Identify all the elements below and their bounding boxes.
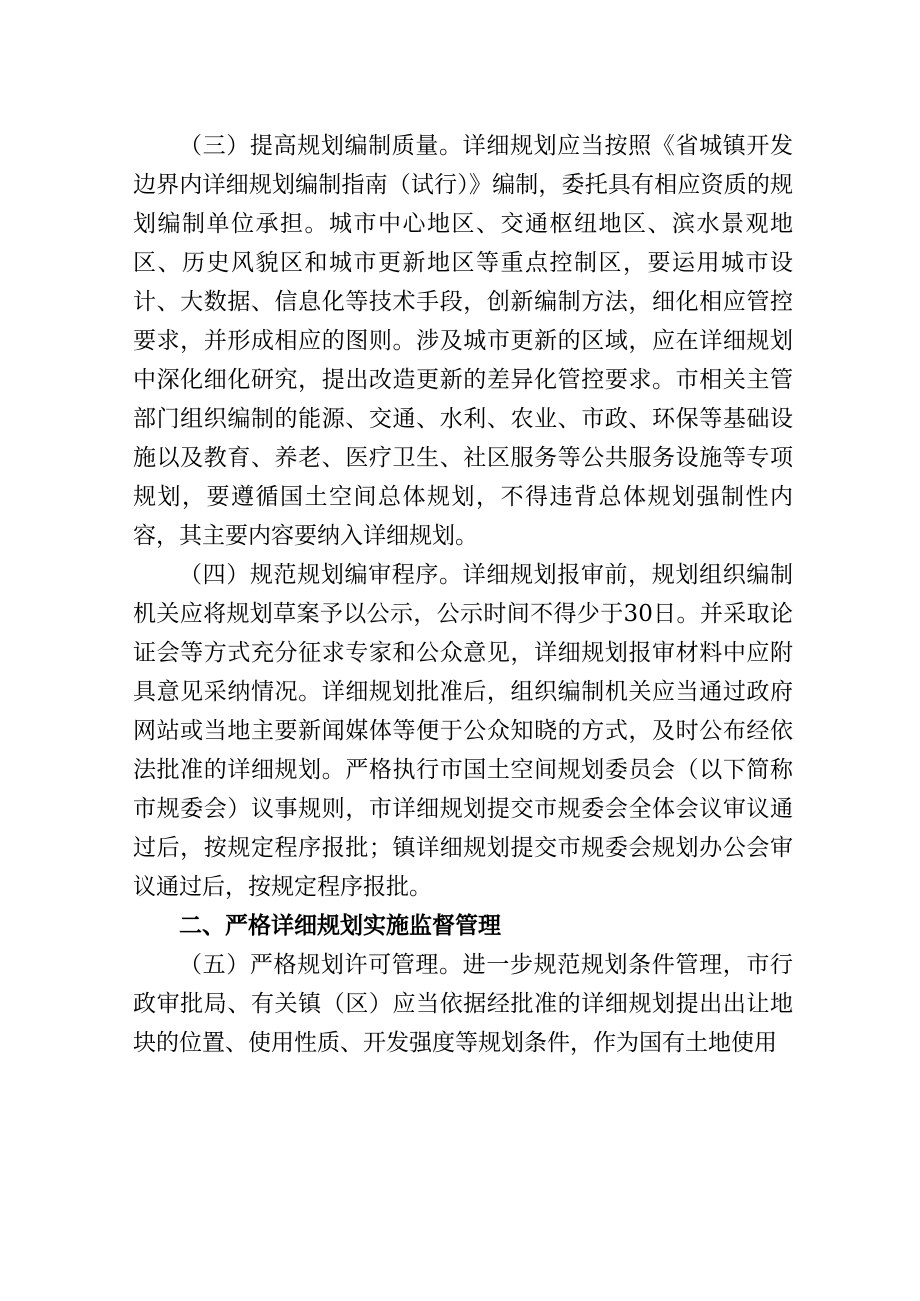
document-body bbox=[133, 127, 793, 1063]
paragraph-5-permit: （五）严格规划许可管理。进一步规范规划条件管理，市行政审批局、有关镇（区）应当依据经批准的详细规划提出出让地块的位置、使用性质、开发强度等规划条件，作为国有土地使用 bbox=[133, 952, 793, 1056]
paragraph-3-quality: （三）提高规划编制质量。详细规划应当按照《省城镇开发边界内详细规划编制指南（试行）》编制，委托具有相应资质的规划编制单位承担。城市中心地区、交通枢纽地区、滨水景观地区、历史风貌区和城市更新地区等重点控制区，要运用城市设计、大数据、信息化等技术手段，创新编制方法，细化相应管控要求，并形成相应的图则。涉及城市更新的区域，应在详细规划中深化细化研究，提出改造更新的差异化管控要求。市相关主管部门组织编制的能源、交通、水利、农业、市政、环保等基础设施以及教育、养老、医疗卫生、社区服务等公共服务设施等专项规划，要遵循国土空间总体规划，不得违背总体规划强制性内容，其主要内容要纳入详细规划。 bbox=[133, 133, 793, 549]
section-heading-2: 二、严格详细规划实施监督管理 bbox=[179, 913, 501, 939]
paragraph-4-procedure: （四）规范规划编审程序。详细规划报审前，规划组织编制机关应将规划草案予以公示，公示时间不得少于30日。并采取论证会等方式充分征求专家和公众意见，详细规划报审材料中应附具意见采纳情况。详细规划批准后，组织编制机关应当通过政府网站或当地主要新闻媒体等便于公众知晓的方式，及时公布经依法批准的详细规划。严格执行市国土空间规划委员会（以下简称市规委会）议事规则，市详细规划提交市规委会全体会议审议通过后，按规定程序报批；镇详细规划提交市规委会规划办公会审议通过后，按规定程序报批。 bbox=[133, 562, 793, 900]
